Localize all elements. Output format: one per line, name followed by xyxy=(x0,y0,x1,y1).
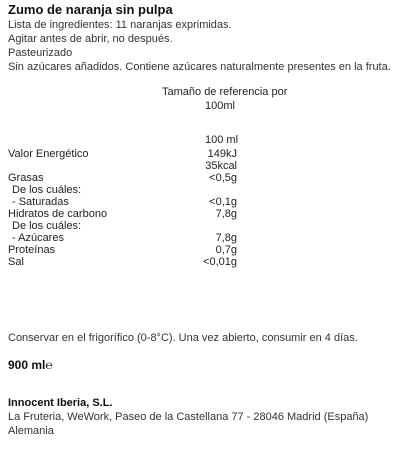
reference-label: Tamaño de referencia por xyxy=(162,86,288,98)
pasteurized-note: Pasteurizado xyxy=(8,47,73,59)
net-quantity xyxy=(8,358,53,372)
ingredients-line: Lista de ingredientes: 11 naranjas exprimidas. xyxy=(8,19,232,31)
company-country: Alemania xyxy=(8,425,54,437)
nutrient-value-saturated: <0,1g xyxy=(209,196,237,208)
estimated-sign-icon: ℮ xyxy=(45,358,53,372)
nutrient-value-protein: 0,7g xyxy=(215,244,237,256)
nutrient-label-energy: Valor Energético xyxy=(8,148,89,160)
nutrient-value-energy-kj: 149kJ xyxy=(207,148,237,160)
nutrient-label-fat: Grasas xyxy=(8,172,44,184)
company-name: Innocent Iberia, S.L. xyxy=(8,397,113,409)
nutrient-value-sugars: 7,8g xyxy=(215,232,237,244)
company-address: La Fruteria, WeWork, Paseo de la Castellana 77 - 28046 Madrid (España) xyxy=(8,411,369,423)
nutrient-value-carbohydrates: 7,8g xyxy=(215,208,237,220)
sugar-note: Sin azúcares añadidos. Contiene azúcares naturalmente presentes en la fruta. xyxy=(8,61,391,73)
nutrient-label-sugars: - Azúcares xyxy=(12,232,64,244)
reference-amount: 100ml xyxy=(205,100,235,112)
nutrient-label-carbohydrates: Hidratos de carbono xyxy=(8,208,108,220)
nutrient-label-carbs-of-which: De los cuáles: xyxy=(12,220,82,232)
nutrient-value-fat: <0,5g xyxy=(209,172,237,184)
quantity-value: 900 ml xyxy=(8,358,46,372)
nutrient-label-protein: Proteínas xyxy=(8,244,56,256)
product-title: Zumo de naranja sin pulpa xyxy=(8,2,173,17)
shake-instruction: Agitar antes de abrir, no después. xyxy=(8,33,173,45)
nutrient-label-fat-of-which: De los cuáles: xyxy=(12,184,82,196)
nutrient-label-salt: Sal xyxy=(8,256,24,268)
storage-instruction: Conservar en el frigorífico (0-8°C). Una vez abierto, consumir en 4 días. xyxy=(8,332,358,344)
nutrient-value-energy-kcal: 35kcal xyxy=(205,160,237,172)
nutrient-value-salt: <0,01g xyxy=(203,256,237,268)
nutrient-label-saturated: - Saturadas xyxy=(12,196,69,208)
nutrition-column-header: 100 ml xyxy=(205,134,239,146)
